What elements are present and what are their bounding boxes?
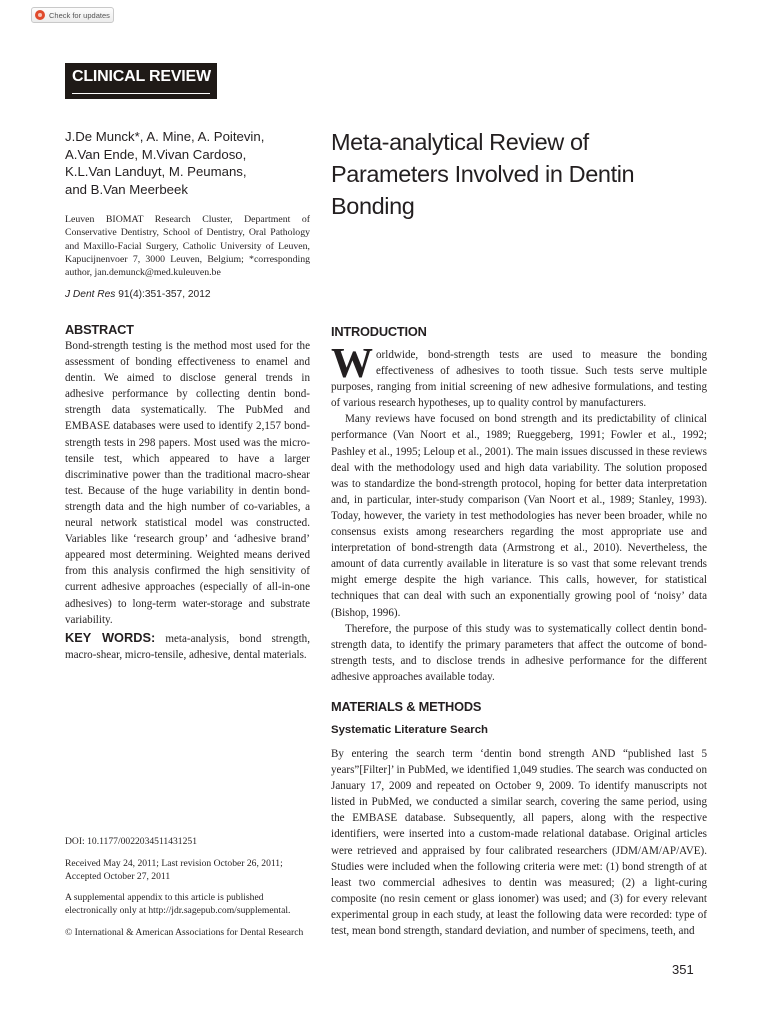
drop-cap: W (331, 341, 373, 387)
crossmark-icon (35, 10, 45, 20)
intro-paragraph (331, 341, 707, 411)
methods-heading: MATERIALS & METHODS (331, 699, 482, 714)
intro-paragraph-text: orldwide, bond-strength tests are used to measure the bonding effectiveness of adhesives to tooth tissue. Such tests serve multiple purposes, ranging from initial screening of new adhesive formulations, and testing of various research hypotheses, up to quality control by manufacturers. (331, 349, 707, 410)
check-for-updates-label: Check for updates (49, 10, 110, 20)
received-dates: Received May 24, 2011; Last revision October 26, 2011; Accepted October 27, 2011 (65, 857, 283, 882)
methods-subheading: Systematic Literature Search (331, 724, 489, 736)
affiliation: Leuven BIOMAT Research Cluster, Department of Conservative Dentistry, School of Dentistry, Oral Pathology and Maxillo-Facial Surgery, Catholic University of Leuven, Kapucijnenvoer 7, 3000 Leuven, Belgium; *corresponding author, jan.demunck@med.kuleuven.be (65, 214, 310, 279)
introduction-heading: INTRODUCTION (331, 324, 427, 339)
author-line: A.Van Ende, M.Vivan Cardoso, (65, 146, 247, 162)
citation (65, 289, 310, 300)
keywords (65, 630, 310, 663)
keywords-label: KEY WORDS: (65, 630, 156, 645)
author-line: and B.Van Meerbeek (65, 181, 188, 197)
abstract-text: Bond-strength testing is the method most used for the assessment of bonding effectiveness to enamel and dentin. We aimed to disclose general trends in adhesive performance by collecting dentin bond-strength data systematically. The PubMed and EMBASE databases were used to identify 2,157 bond-strength tests in 298 papers. Most used was the micro-tensile test, which appeared to have a larger discriminative power than the traditional macro-shear test. Because of the huge variability in dentin bond-strength data and the high number of co-variables, a neural network statistical model was constructed. Variables like ‘research group’ and ‘adhesive brand’ appeared most determining. Weighted means derived from this analysis confirmed the high sensitivity of current adhesive approaches (especially of all-in-one adhesives) to long-term water-storage and substrate variability. (65, 340, 310, 626)
abstract-heading: ABSTRACT (65, 322, 134, 337)
section-label: CLINICAL REVIEW (65, 63, 217, 99)
check-for-updates-button[interactable] (31, 7, 114, 23)
footnotes (65, 836, 310, 949)
journal-name: J Dent Res (65, 289, 116, 300)
copyright: © International & American Associations for Dental Research (65, 926, 304, 938)
author-line: J.De Munck*, A. Mine, A. Poitevin, (65, 129, 265, 144)
intro-paragraph: Many reviews have focused on bond strength and its predictability of clinical performance (Van Noort et al., 1989; Rueggeberg, 1991; Fowler et al., 1992; Pashley et al., 1995; Leloup et al., 2001). The main issues discussed in these reviews deal with the methodology used and high data variability. The solution proposed was to standardize the bond-strength protocol, hoping for better data interpretation and, in particular, inter-study comparison (Van Noort et al., 1989; Stanley, 1993). Today, however, the variety in test methodologies has never been broader, while no consensus exists among researchers regarding the most appropriate use and interpretation of bond-strength data (Armstrong et al., 2010). Nevertheless, the amount of data currently available in literature is so vast that some relevant trends might emerge despite the high variance. This calls, however, for statistical techniques that can deal with such an exponentially growing pool of ‘noisy’ data (Bishop, 1996). (331, 413, 707, 619)
citation-details: 91(4):351-357, 2012 (115, 289, 211, 300)
author-line: K.L.Van Landuyt, M. Peumans, (65, 164, 247, 180)
keywords-text: meta-analysis, bond strength, macro-shear, micro-tensile, adhesive, dental materials. (65, 633, 310, 662)
doi: DOI: 10.1177/0022034511431251 (65, 836, 197, 847)
author-list (65, 128, 310, 198)
introduction-body (331, 341, 707, 685)
page-number: 351 (672, 962, 694, 977)
article-title: Meta-analytical Review of Parameters Involved in Dentin Bonding (331, 129, 635, 219)
methods-text: By entering the search term ‘dentin bond strength AND “published last 5 years”[Filter]’ in PubMed, we identified 1,049 studies. The search was conducted on January 17, 2009 and repeated on October 9, 2009. To identify manuscripts not listed in PubMed, we conducted a similar search, covering the same period, using the EMBASE database. Subsequently, all papers, along with the respective identifiers, were inserted into a custom-made relational database. Original articles were retrieved and appraised by four calibrated researchers (JDM/AM/AP/AVE). Studies were included when the following criteria were met: (1) bond strength of at least two commercial adhesives to dentin was measured; (2) a light-curing composite (no resin cement or glass ionomer) was used; and (3) for every relevant experimental group in each study, at least the following data were recorded: type of test, mean bond strength, standard deviation, and number of specimens, teeth, and (331, 748, 707, 938)
intro-paragraph: Therefore, the purpose of this study was to systematically collect dentin bond-strength data, to identify the primary parameters that affect the outcome of bond-strength tests, and to disclose trends in adhesive performance for the different adhesive approaches available today. (331, 622, 707, 683)
supplement-note: A supplemental appendix to this article is published electronically only at http://jdr.sagepub.com/supplemental. (65, 892, 291, 917)
